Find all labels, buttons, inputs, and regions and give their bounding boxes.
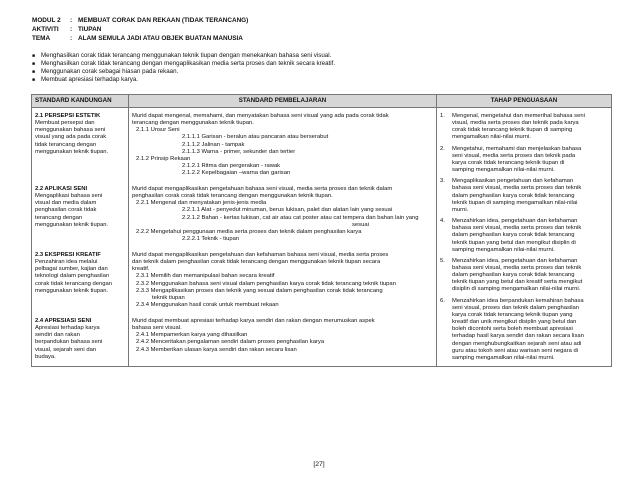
section-text-line: menggunakan teknik tiupan.	[35, 221, 109, 228]
mastery-text-line: terhadap hasil karya sendiri dan rakan secara lisan	[452, 333, 584, 340]
mastery-text-line: karya corak tidak terancang teknik tiupan yang	[452, 311, 573, 318]
learning-standard-line: 2.1.1.2 Jalinan - tampak	[182, 141, 245, 148]
learning-standard-line: 2.2.2 Mengetahui penggunaan media serta proses dan teknik dalam penghasilan karya	[136, 228, 362, 235]
section-text-line: visual, sejarah seni dan	[35, 346, 97, 353]
mastery-level-item	[440, 178, 608, 214]
mastery-level-text	[452, 178, 608, 214]
standard-pembelajaran-section	[132, 318, 433, 361]
mastery-text-line: boleh dicontohi serta boleh membuat apresiasi	[452, 326, 573, 333]
standard-kandungan-cell	[32, 108, 129, 367]
learning-standard-line: penghasilan corak corak tidak terancang dengan menggunakan teknik tiupan.	[132, 193, 333, 200]
mastery-level-number: 2.	[440, 145, 445, 152]
learning-standard-line: 2.1.2.1 Ritma dan pergerakan - rawak	[182, 163, 281, 170]
learning-standard-line: 2.1.1.1 Garisan - beralun atau pancaran atau berserabut	[182, 134, 329, 141]
mastery-level-number: 6.	[440, 297, 445, 304]
standard-pembelajaran-section	[132, 186, 433, 252]
section-text-line: sendiri dan rakan	[35, 332, 80, 339]
mastery-text-line: samping mengamalkan nilai-nilai murni.	[452, 354, 555, 361]
mastery-text-line: corak tidak terancang teknik tiupan di samping	[452, 127, 573, 134]
section-text-line: menggunakan teknik tiupan.	[35, 148, 109, 155]
section-text-line: berpandukan bahasa seni	[35, 339, 103, 346]
objective-text: Menggunakan corak sebagai hiasan pada rekaan.	[41, 68, 179, 76]
standard-pembelajaran-cell	[129, 108, 437, 367]
section-text-line: Membuat persepsi dan	[35, 120, 95, 127]
section-text-line: terancang dengan	[35, 214, 83, 221]
mastery-text-line: Menzahirkan idea, pengetahuan dan kefahaman	[452, 257, 578, 264]
mastery-level-number: 3.	[440, 178, 445, 185]
header-value: TIUPAN	[78, 26, 102, 33]
mastery-text-line: teknik tiupan di samping mengamalkan nilai-nilai	[452, 199, 578, 206]
mastery-text-line: samping mengamalkan nilai-nilai murni.	[452, 246, 555, 253]
section-text-line: menggunakan teknik tiupan.	[35, 287, 109, 294]
mastery-level-number: 5.	[440, 257, 445, 264]
section-text-line: menggunakan bahasa seni	[35, 127, 106, 134]
section-text-line: tidak terancang dengan	[35, 141, 97, 148]
mastery-text-line: Menzahirkan idea, pengetahuan dan kefahaman	[452, 218, 578, 225]
header-standard-pembelajaran: STANDARD PEMBELAJARAN	[129, 95, 437, 108]
mastery-level-text	[452, 218, 608, 254]
module-header	[32, 16, 248, 43]
mastery-text-line: seni visual, media serta proses dan teknik pada	[452, 152, 576, 159]
header-row	[32, 16, 248, 25]
learning-standard-line: 2.2.1 Mengenal dan menyatakan jenis-jenis media	[136, 200, 267, 207]
section-text-line: Apresiasi terhadap karya	[35, 325, 100, 332]
standard-kandungan-section	[35, 318, 125, 361]
header-tahap-penguasaan: TAHAP PENGUASAAN	[437, 95, 612, 108]
mastery-level-item	[440, 113, 608, 142]
mastery-level-text	[452, 113, 608, 142]
learning-standard-line: teknik tiupan	[152, 294, 185, 301]
learning-standard-line: dan teknik dalam penghasilan corak tidak terancang dengan menggunakan teknik tiupan secara	[132, 259, 381, 266]
mastery-text-line: seni visual, proses dan teknik dalam penghasilan	[452, 304, 580, 311]
standard-pembelajaran-section	[132, 113, 433, 186]
mastery-text-line: guru atau tokoh seni atau warisan seni negara di	[452, 347, 579, 354]
header-key: TEMA	[32, 35, 51, 42]
mastery-level-text	[452, 298, 608, 362]
mastery-level-item	[440, 218, 608, 254]
mastery-level-item	[440, 298, 608, 362]
section-text-line: teknologi dalam penghasilan	[35, 273, 110, 280]
header-colon: :	[70, 26, 73, 33]
mastery-text-line: teknik tiupan yang betul dan kreatif serta mengikut	[452, 279, 583, 286]
header-value: ALAM SEMULA JADI ATAU OBJEK BUATAN MANUSIA	[78, 35, 243, 42]
section-title: 2.4 APRESIASI SENI	[35, 318, 92, 324]
learning-standard-line: 2.2.1.1 Alat - penyedut minuman, berus lukisan, palet dan alatan lain yang sesuai	[182, 207, 393, 214]
header-row	[32, 25, 248, 34]
objective-text: Membuat apresiasi terhadap karya.	[41, 76, 138, 84]
learning-standard-line: 2.4.1 Mempamerkan karya yang dihasilkan	[136, 332, 248, 339]
section-text-line: Penzahiran idea melalui	[35, 259, 98, 266]
section-text-line: pelbagai sumber, kajian dan	[35, 266, 108, 273]
learning-standard-line: 2.2.2.1 Teknik - tiupan	[182, 236, 240, 243]
header-row	[32, 34, 248, 43]
header-colon: :	[70, 35, 73, 42]
mastery-text-line: Mengetahui, memahami dan menjelaskan bahasa	[452, 145, 582, 152]
section-text-line: corak tidak terancang dengan	[35, 280, 112, 287]
learning-standard-line: sesuai	[352, 221, 369, 228]
mastery-text-line: samping mengamalkan nilai-nilai murni.	[452, 167, 555, 174]
objective-item	[32, 76, 335, 84]
mastery-level-item	[440, 258, 608, 294]
bullet-icon: ■	[32, 53, 36, 59]
learning-standard-line: kreatif.	[132, 266, 150, 273]
table-row	[32, 108, 612, 367]
learning-standard-line: 2.2.1.2 Bahan - kertas lukisan, cat air atau cat poster atau cat tempera dan bahan lain yang	[182, 214, 419, 221]
bullet-icon: ■	[32, 77, 36, 84]
tahap-penguasaan-cell	[437, 108, 612, 367]
header-key: MODUL 2	[32, 17, 61, 24]
mastery-text-line: dalam penghasilan karya corak tidak terancang	[452, 192, 575, 199]
mastery-text-line: Menzahirkan idea berpandukan kemahiran bahasa	[452, 297, 584, 304]
mastery-level-number: 1.	[440, 113, 445, 119]
mastery-text-line: bahasa seni visual, media serta proses dan teknik	[452, 225, 582, 232]
mastery-text-line: Mengaplikasikan pengetahuan dan kefahaman	[452, 178, 574, 185]
section-title: 2.1 PERSEPSI ESTETIK	[35, 113, 101, 119]
header-standard-kandungan: STANDARD KANDUNGAN	[32, 95, 129, 108]
objective-item	[32, 52, 335, 60]
learning-standard-line: bahasa seni visual.	[132, 325, 182, 332]
section-text-line: penghasilan corak tidak	[35, 207, 97, 214]
learning-standard-line: Murid dapat mengaplikasikan pengetahuan bahasa seni visual, media serta proses dan teknik dalam	[132, 186, 393, 192]
mastery-text-line: murni.	[452, 206, 469, 213]
learning-standard-line: 2.3.4 Menggunakan hasil corak untuk membuat rekaan	[136, 302, 279, 309]
mastery-level-text	[452, 146, 608, 175]
mastery-text-line: dengan menghubungkaitkan sejarah seni atau adi	[452, 340, 582, 347]
learning-standard-line: Murid dapat mengaplikasikan pengetahuan dan kefahaman bahasa seni visual, media serta proses	[132, 252, 389, 258]
standard-kandungan-section	[35, 252, 125, 318]
section-title: 2.2 APLIKASI SENI	[35, 186, 88, 192]
section-text-line: visual dan media dalam	[35, 200, 97, 207]
learning-standard-line: 2.3.3 Mengaplikasikan proses dan teknik yang sesuai dalam penghasilan corak tidak terancang	[136, 287, 383, 294]
objective-item	[32, 68, 335, 76]
learning-standard-line: 2.1.2 Prinsip Rekaan	[136, 155, 191, 162]
learning-standard-line: 2.1.1 Unsur Seni	[136, 127, 180, 134]
page-number: [27]	[313, 461, 325, 468]
mastery-text-line: Mengenal, mengetahui dan memerihal bahasa seni	[452, 113, 585, 119]
mastery-text-line: bahasa seni visual, media serta proses dan teknik	[452, 185, 582, 192]
table-header-row	[32, 95, 612, 108]
section-text-line: Mengaplikasi bahasa seni	[35, 193, 103, 200]
header-value: MEMBUAT CORAK DAN REKAAN (TIDAK TERANCANG)	[78, 17, 249, 24]
mastery-text-line: bahasa seni visual, media serta proses dan teknik	[452, 264, 582, 271]
objective-list	[32, 52, 335, 84]
mastery-level-number: 4.	[440, 218, 445, 225]
section-text-line: budaya.	[35, 353, 56, 360]
header-colon: :	[70, 17, 73, 24]
learning-standard-line: 2.3.1 Memilih dan memanipulasi bahan secara kreatif	[136, 273, 275, 280]
mastery-text-line: kreatif dan unik mengikut disiplin yang betul dan	[452, 319, 577, 326]
objective-text: Menghasilkan corak tidak terancang dengan mengaplikasikan media serta proses dan teknik secara kreatif.	[41, 60, 336, 68]
bullet-icon: ■	[32, 61, 36, 68]
mastery-text-line: visual, media serta proses dan teknik pada karya	[452, 120, 579, 127]
standards-table	[31, 94, 612, 367]
standard-kandungan-section	[35, 186, 125, 252]
mastery-text-line: dalam penghasilan karya corak tidak terancang	[452, 272, 575, 279]
learning-standard-line: Murid dapat membuat apresiasi terhadap karya sendiri dan rakan dengan merumuskan aspek	[132, 318, 375, 324]
objective-text: Menghasilkan corak tidak terancang menggunakan teknik tiupan dengan menekankan bahasa seni visual.	[41, 52, 332, 59]
standard-pembelajaran-section	[132, 252, 433, 318]
mastery-text-line: karya corak tidak terancang teknik tiupan di	[452, 159, 565, 166]
objective-item	[32, 60, 335, 68]
mastery-text-line: teknik tiupan yang betul dan mengikut disiplin di	[452, 239, 576, 246]
learning-standard-line: 2.3.2 Menggunakan bahasa seni visual dalam penghasilan karya corak tidak terancang teknik tiupan	[136, 280, 396, 287]
mastery-text-line: disiplin di samping mengamalkan nilai-nilai murni.	[452, 286, 581, 293]
mastery-level-item	[440, 146, 608, 175]
learning-standard-line: 2.4.3 Memberikan ulasan karya sendiri dan rakan secara lisan	[136, 346, 297, 353]
learning-standard-line: terancang dengan menggunakan teknik tiupan.	[132, 120, 254, 127]
mastery-text-line: mengamalkan nilai-nilai murni.	[452, 134, 531, 141]
learning-standard-line: 2.1.1.3 Warna - primer, sekunder dan tertier	[182, 148, 296, 155]
mastery-text-line: dalam penghasilan karya corak tidak terancang	[452, 232, 575, 239]
bullet-icon: ■	[32, 69, 36, 76]
standard-kandungan-section	[35, 113, 125, 186]
section-title: 2.3 EKSPRESI KREATIF	[35, 252, 101, 258]
section-text-line: visual yang ada pada corak	[35, 134, 107, 141]
learning-standard-line: 2.4.2 Menceritakan pengalaman sendiri dalam proses penghasilan karya	[136, 339, 325, 346]
learning-standard-line: 2.1.2.2 Kepelbagaian –warna dan garisan	[182, 170, 291, 177]
learning-standard-line: Murid dapat mengenal, memahami, dan menyatakan bahasa seni visual yang ada pada corak tidak	[132, 113, 389, 119]
header-key: AKTIVITI	[32, 26, 59, 33]
mastery-level-text	[452, 258, 608, 294]
